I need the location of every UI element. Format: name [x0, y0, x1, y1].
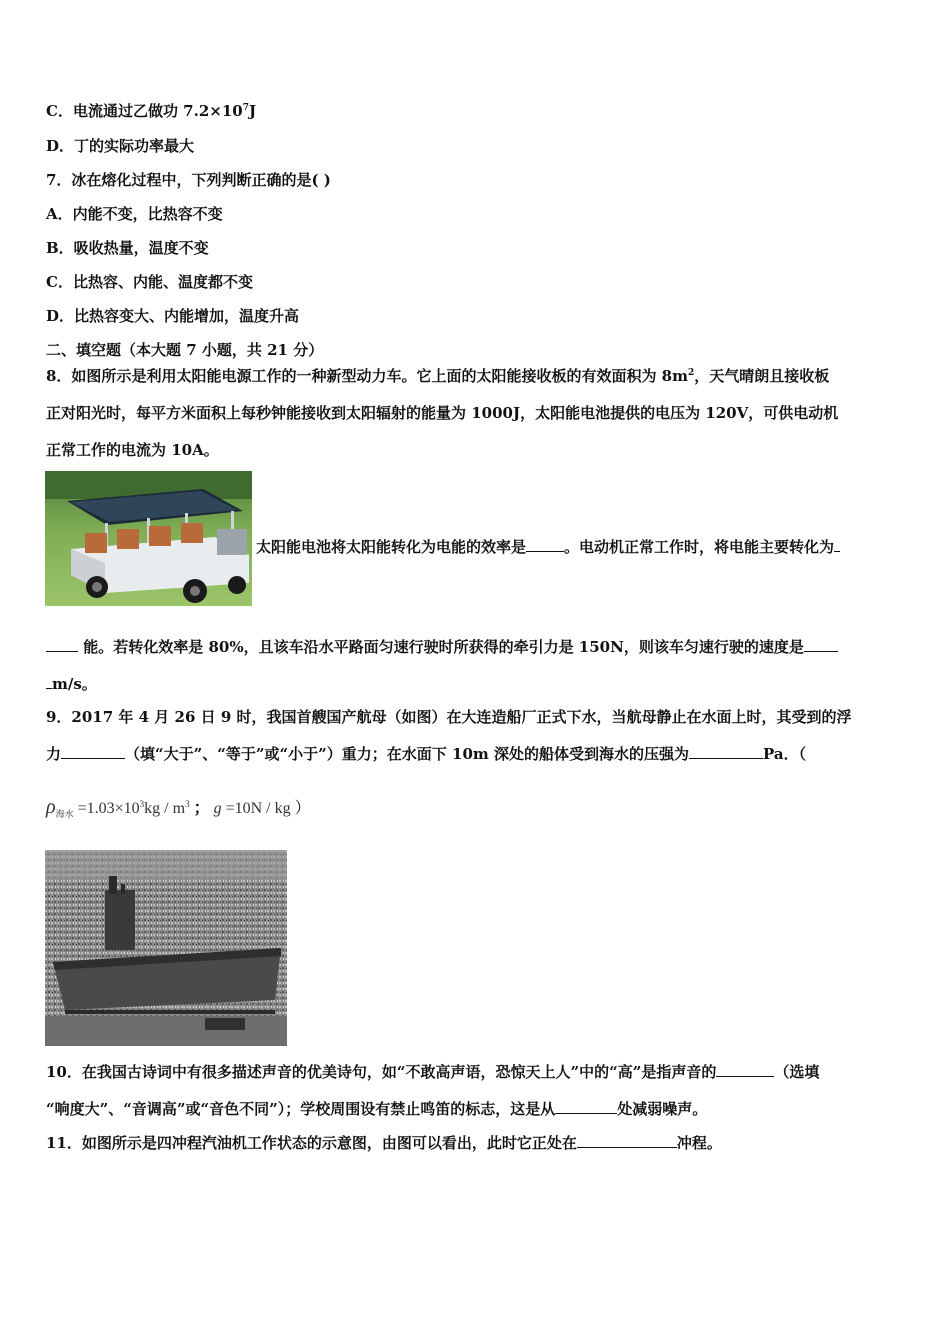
question-9-line-2: 力 （填“大于”、“等于”或“小于”）重力；在水面下 10m 深处的船体受到海水的压强为 Pa．（ — [46, 745, 807, 763]
answer-blank-10-1[interactable] — [716, 1062, 774, 1077]
answer-blank-8-2-start[interactable] — [834, 537, 840, 552]
answer-blank-10-2[interactable] — [555, 1099, 617, 1114]
answer-blank-9-1[interactable] — [61, 744, 125, 759]
section-heading: 二、填空题（本大题 7 小题，共 21 分） — [46, 341, 324, 359]
density-formula: $\rho_{海水} =1.03\times 10^3kg / m^3$ ； g =10N / kg ） — [46, 796, 311, 819]
question-8-line-5: 能。若转化效率是 80%，且该车沿水平路面匀速行驶时所获得的牵引力是 150N，则该车匀速行驶的速度是 — [46, 637, 838, 657]
answer-blank-8-1[interactable] — [526, 537, 564, 552]
answer-blank-11-1[interactable] — [577, 1133, 677, 1148]
option-7d: D．比热容变大、内能增加，温度升高 — [46, 307, 300, 325]
question-11-line-1: 11．如图所示是四冲程汽油机工作状态的示意图，由图可以看出，此时它正处在 冲程。 — [46, 1134, 722, 1152]
aircraft-carrier-image — [45, 850, 287, 1046]
solar-car-image — [45, 471, 252, 606]
option-7a: A．内能不变，比热容不变 — [46, 205, 223, 223]
option-6c: C．电流通过乙做功 $7.2\times 10^7J$ — [46, 102, 257, 120]
answer-blank-9-2[interactable] — [689, 744, 763, 759]
question-8-line-1: 8．如图所示是利用太阳能电源工作的一种新型动力车。它上面的太阳能接收板的有效面积为 $8m^2$，天气晴朗且接收板 — [46, 367, 830, 385]
question-9-line-1: 9．2017 年 4 月 26 日 9 时，我国首艘国产航母（如图）在大连造船厂正式下水，当航母静止在水面上时，其受到的浮 — [46, 708, 852, 726]
option-6d: D．丁的实际功率最大 — [46, 137, 195, 155]
option-7b: B．吸收热量，温度不变 — [46, 239, 209, 257]
question-8-line-2: 正对阳光时，每平方米面积上每秒钟能接收到太阳辐射的能量为 1000J，太阳能电池提供的电压为 120V，可供电动机 — [46, 404, 839, 422]
answer-blank-8-3[interactable] — [804, 637, 838, 652]
question-8-side-text: 太阳能电池将太阳能转化为电能的效率是 。电动机正常工作时，将电能主要转化为 — [256, 537, 840, 557]
question-8-line-3: 正常工作的电流为 10A。 — [46, 441, 219, 459]
question-10-line-2: “响度大”、“音调高”或“音色不同”）；学校周围设有禁止鸣笛的标志，这是从 处减弱噪声。 — [46, 1100, 708, 1118]
question-10-line-1: 10．在我国古诗词中有很多描述声音的优美诗句，如“不敢高声语，恐惊天上人”中的“高”是指声音的 （选填 — [46, 1063, 820, 1081]
question-8-line-6: m/s。 — [46, 674, 97, 694]
question-7-stem: 7．冰在熔化过程中，下列判断正确的是( ) — [46, 171, 331, 189]
answer-blank-8-2[interactable] — [46, 637, 78, 652]
option-7c: C．比热容、内能、温度都不变 — [46, 273, 253, 291]
